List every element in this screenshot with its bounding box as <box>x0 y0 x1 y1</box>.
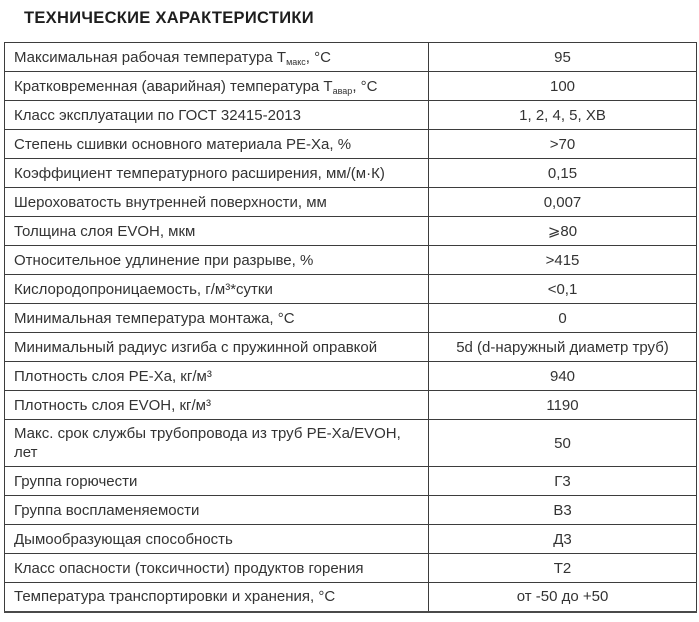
label-text: Толщина слоя EVOH, мкм <box>14 222 196 240</box>
param-label-cell <box>5 333 429 362</box>
table-row <box>5 362 697 391</box>
table-row <box>5 275 697 304</box>
table-row <box>5 72 697 101</box>
label-text: Минимальный радиус изгиба с пружинной оправкой <box>14 338 378 356</box>
label-text: , °С <box>352 77 378 95</box>
label-text: Класс опасности (токсичности) продуктов горения <box>14 559 364 577</box>
param-value-cell: 940 <box>429 362 697 391</box>
param-value-cell: 5d (d-наружный диаметр труб) <box>429 333 697 362</box>
table-row <box>5 188 697 217</box>
param-label-cell <box>5 101 429 130</box>
label-text: Максимальная рабочая температура Т <box>14 48 287 66</box>
label-text: Кислородопроницаемость, г/м³*сутки <box>14 280 273 298</box>
label-text: Степень сшивки основного материала PE-Xa, % <box>14 135 352 153</box>
param-value-cell: Г3 <box>429 467 697 496</box>
param-label-cell <box>5 217 429 246</box>
label-text: Плотность слоя PE-Xa, кг/м³ <box>14 367 212 385</box>
table-row <box>5 130 697 159</box>
param-value-cell: 50 <box>429 420 697 467</box>
label-text: Шероховатость внутренней поверхности, мм <box>14 193 327 211</box>
spec-table <box>4 42 697 613</box>
table-row <box>5 246 697 275</box>
param-label-cell <box>5 554 429 583</box>
param-label-cell <box>5 188 429 217</box>
param-value-cell: Т2 <box>429 554 697 583</box>
param-value-cell: >415 <box>429 246 697 275</box>
table-row <box>5 101 697 130</box>
param-label-cell <box>5 246 429 275</box>
param-label-cell <box>5 391 429 420</box>
table-row <box>5 496 697 525</box>
spec-table-body <box>5 43 697 612</box>
label-text: Коэффициент температурного расширения, мм/(м·К) <box>14 164 385 182</box>
param-label-cell <box>5 72 429 101</box>
param-label-cell <box>5 583 429 612</box>
param-label-cell <box>5 525 429 554</box>
param-value-cell: В3 <box>429 496 697 525</box>
label-text: Кратковременная (аварийная) температура Т <box>14 77 333 95</box>
param-value-cell: <0,1 <box>429 275 697 304</box>
param-label-cell <box>5 362 429 391</box>
param-label-cell <box>5 467 429 496</box>
param-label-cell <box>5 159 429 188</box>
table-row <box>5 391 697 420</box>
param-value-cell: 0,15 <box>429 159 697 188</box>
param-value-cell: Д3 <box>429 525 697 554</box>
table-row <box>5 467 697 496</box>
label-text: Группа воспламеняемости <box>14 501 200 519</box>
subscript-text: авар <box>332 85 353 96</box>
param-label-cell <box>5 420 429 467</box>
table-row <box>5 43 697 72</box>
table-row <box>5 525 697 554</box>
param-value-cell: 95 <box>429 43 697 72</box>
param-label-cell <box>5 275 429 304</box>
label-text: Макс. срок службы трубопровода из труб PE-Xa/EVOH, лет <box>14 425 401 461</box>
table-row <box>5 554 697 583</box>
page-title: ТЕХНИЧЕСКИЕ ХАРАКТЕРИСТИКИ <box>24 9 314 27</box>
param-value-cell: 0 <box>429 304 697 333</box>
label-text: Относительное удлинение при разрыве, % <box>14 251 314 269</box>
table-row <box>5 304 697 333</box>
label-text: Минимальная температура монтажа, °С <box>14 309 295 327</box>
param-label-cell <box>5 43 429 72</box>
table-row <box>5 420 697 467</box>
param-value-cell: 100 <box>429 72 697 101</box>
label-text: Дымообразующая способность <box>14 530 233 548</box>
param-label-cell <box>5 304 429 333</box>
label-text: , °С <box>305 48 331 66</box>
table-row <box>5 333 697 362</box>
table-row <box>5 583 697 612</box>
label-text: Класс эксплуатации по ГОСТ 32415-2013 <box>14 106 301 124</box>
table-row <box>5 217 697 246</box>
subscript-text: макс <box>286 56 306 67</box>
param-value-cell: ⩾80 <box>429 217 697 246</box>
label-text: Плотность слоя EVOH, кг/м³ <box>14 396 211 414</box>
param-value-cell: >70 <box>429 130 697 159</box>
table-row <box>5 159 697 188</box>
param-label-cell <box>5 496 429 525</box>
param-value-cell: 0,007 <box>429 188 697 217</box>
label-text: Температура транспортировки и хранения, °С <box>14 588 336 606</box>
param-value-cell: 1, 2, 4, 5, ХВ <box>429 101 697 130</box>
param-value-cell: 1190 <box>429 391 697 420</box>
param-value-cell: от -50 до +50 <box>429 583 697 612</box>
param-label-cell <box>5 130 429 159</box>
label-text: Группа горючести <box>14 472 138 490</box>
page <box>0 9 699 622</box>
